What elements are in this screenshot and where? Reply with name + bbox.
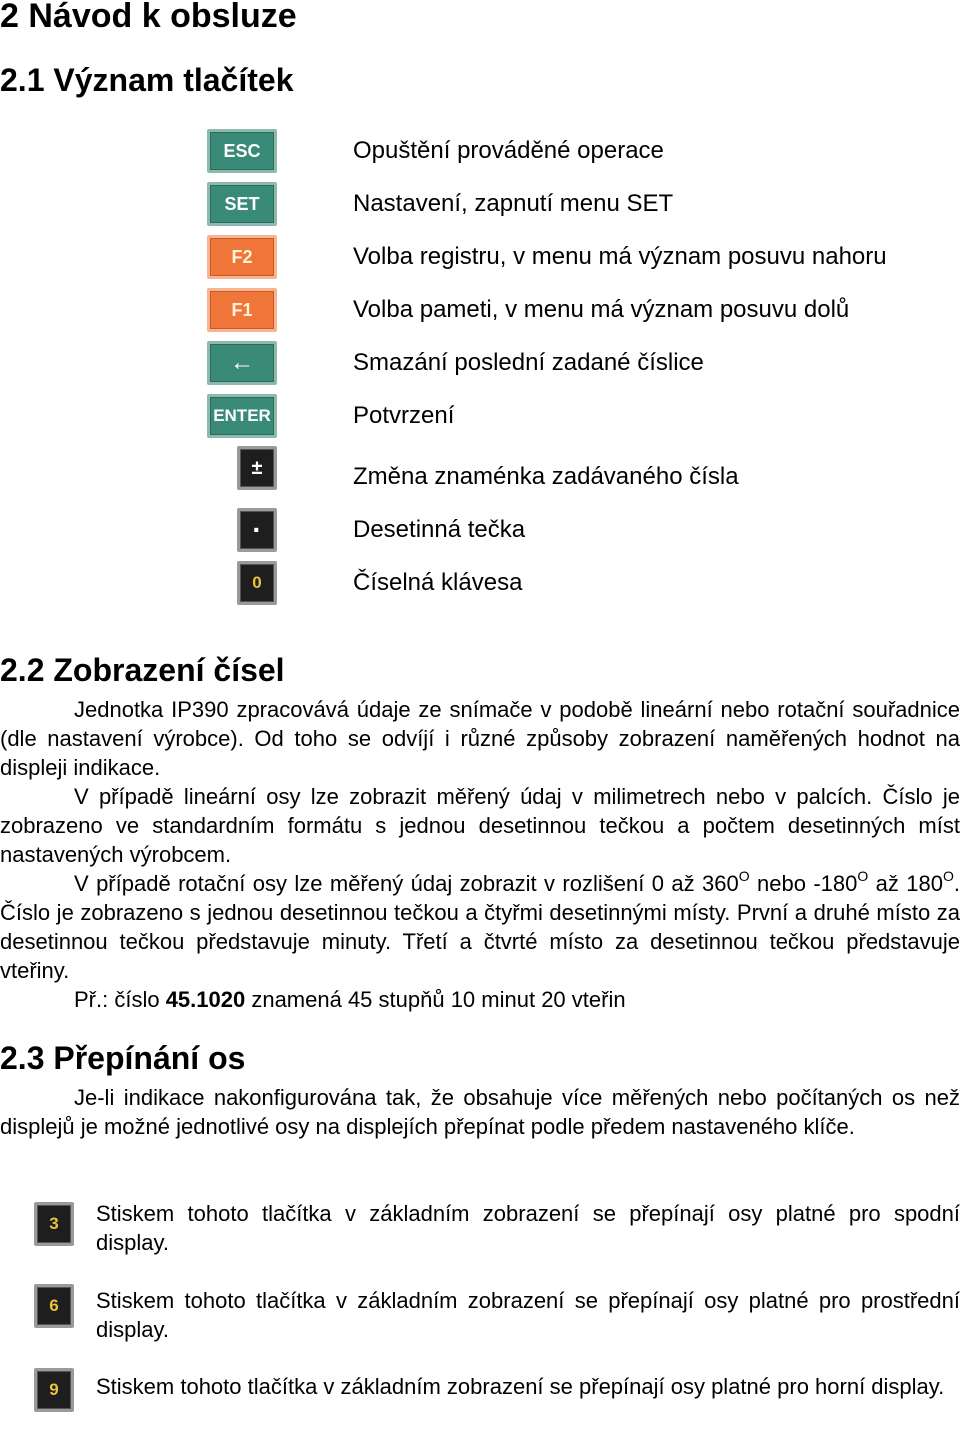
paragraph-axis-switching-text: Je-li indikace nakonfigurována tak, že obsahuje více měřených nebo počítaných os než displejů je možné jednotlivé osy na displejích přepínat podle předem nastaveného klíče.: [0, 1085, 960, 1139]
section-2-2-title: 2.2 Zobrazení čísel: [0, 652, 285, 688]
numeric-description: Číselná klávesa: [353, 569, 523, 596]
rotary-text-b: nebo -180: [749, 871, 858, 896]
example-number: 45.1020: [165, 987, 246, 1012]
example-line: [0, 985, 960, 1014]
decimal-description: Desetinná tečka: [353, 516, 526, 543]
backspace-arrow-icon: ←: [207, 341, 277, 385]
degree-mark: O: [942, 868, 954, 884]
f2-key: F2: [207, 235, 277, 279]
plus-minus-key: ±: [237, 446, 277, 490]
example-suffix: znamená 45 stupňů 10 minut 20 vteřin: [245, 987, 626, 1012]
paragraph-rotary-axis: [0, 869, 960, 985]
example-prefix: Př.: číslo: [74, 987, 166, 1012]
f1-key: F1: [207, 288, 277, 332]
degree-mark: O: [738, 868, 750, 884]
rotary-text-a: V případě rotační osy lze měřený údaj zobrazit v rozlišení 0 až 360: [74, 871, 739, 896]
set-description: Nastavení, zapnutí menu SET: [353, 190, 674, 217]
key-row-decimal: [0, 508, 960, 556]
key-3-description: Stiskem tohoto tlačítka v základním zobrazení se přepínají osy platné pro spodní display.: [96, 1201, 960, 1255]
rotary-text-d: . Číslo je zobrazeno s jednou desetinnou tečkou a čtyřmi desetinnými místy. První a druhé místo za desetinnou tečkou představuje minuty. Třetí a čtvrté místo za desetinnou tečkou představuje vteřiny.: [0, 871, 960, 983]
key-9-description: Stiskem tohoto tlačítka v základním zobrazení se přepínají osy platné pro horní display.: [96, 1374, 945, 1399]
set-key: SET: [207, 182, 277, 226]
key-row-enter: [0, 394, 960, 442]
key-9: 9: [34, 1368, 74, 1412]
paragraph-axis-types-text: Jednotka IP390 zpracovává údaje ze snímače v podobě lineární nebo rotační souřadnice (dle nastavení výrobce). Od toho se odvíjí i různé způsoby zobrazení naměřených hodnot na displeji indikace.: [0, 697, 960, 780]
enter-key: ENTER: [207, 394, 277, 438]
esc-description: Opuštění prováděné operace: [353, 137, 664, 164]
section-2-3-title: 2.3 Přepínání os: [0, 1040, 246, 1076]
degree-mark: O: [857, 868, 869, 884]
paragraph-linear-axis: [0, 782, 960, 869]
key-3: 3: [34, 1202, 74, 1246]
key-6: 6: [34, 1284, 74, 1328]
key-row-set: [0, 182, 960, 230]
page-title: 2 Návod k obsluze: [0, 0, 297, 35]
key-6-description: Stiskem tohoto tlačítka v základním zobrazení se přepínají osy platné pro prostřední display.: [96, 1288, 960, 1342]
paragraph-axis-switching: [0, 1083, 960, 1141]
backspace-description: Smazání poslední zadané číslice: [353, 349, 704, 376]
section-2-1-title: 2.1 Význam tlačítek: [0, 62, 294, 98]
key-row-numeric: [0, 561, 960, 609]
f1-description: Volba pameti, v menu má význam posuvu dolů: [353, 296, 850, 323]
key-row-f2: [0, 235, 960, 283]
f2-description: Volba registru, v menu má význam posuvu nahoru: [353, 243, 887, 270]
rotary-text-c: až 180: [868, 871, 943, 896]
decimal-point-key: ·: [237, 508, 277, 552]
zero-key: 0: [237, 561, 277, 605]
key-row-esc: [0, 129, 960, 177]
sign-description: Změna znaménka zadávaného čísla: [353, 463, 739, 490]
key-row-f1: [0, 288, 960, 336]
esc-key: ESC: [207, 129, 277, 173]
paragraph-axis-types: [0, 695, 960, 782]
paragraph-linear-axis-text: V případě lineární osy lze zobrazit měřený údaj v milimetrech nebo v palcích. Číslo je zobrazeno ve standardním formátu s jednou desetinnou tečkou a počtem desetinných míst nastavených výrobcem.: [0, 784, 960, 867]
key-row-sign: [0, 446, 960, 494]
enter-description: Potvrzení: [353, 402, 455, 429]
key-row-backspace: [0, 341, 960, 389]
